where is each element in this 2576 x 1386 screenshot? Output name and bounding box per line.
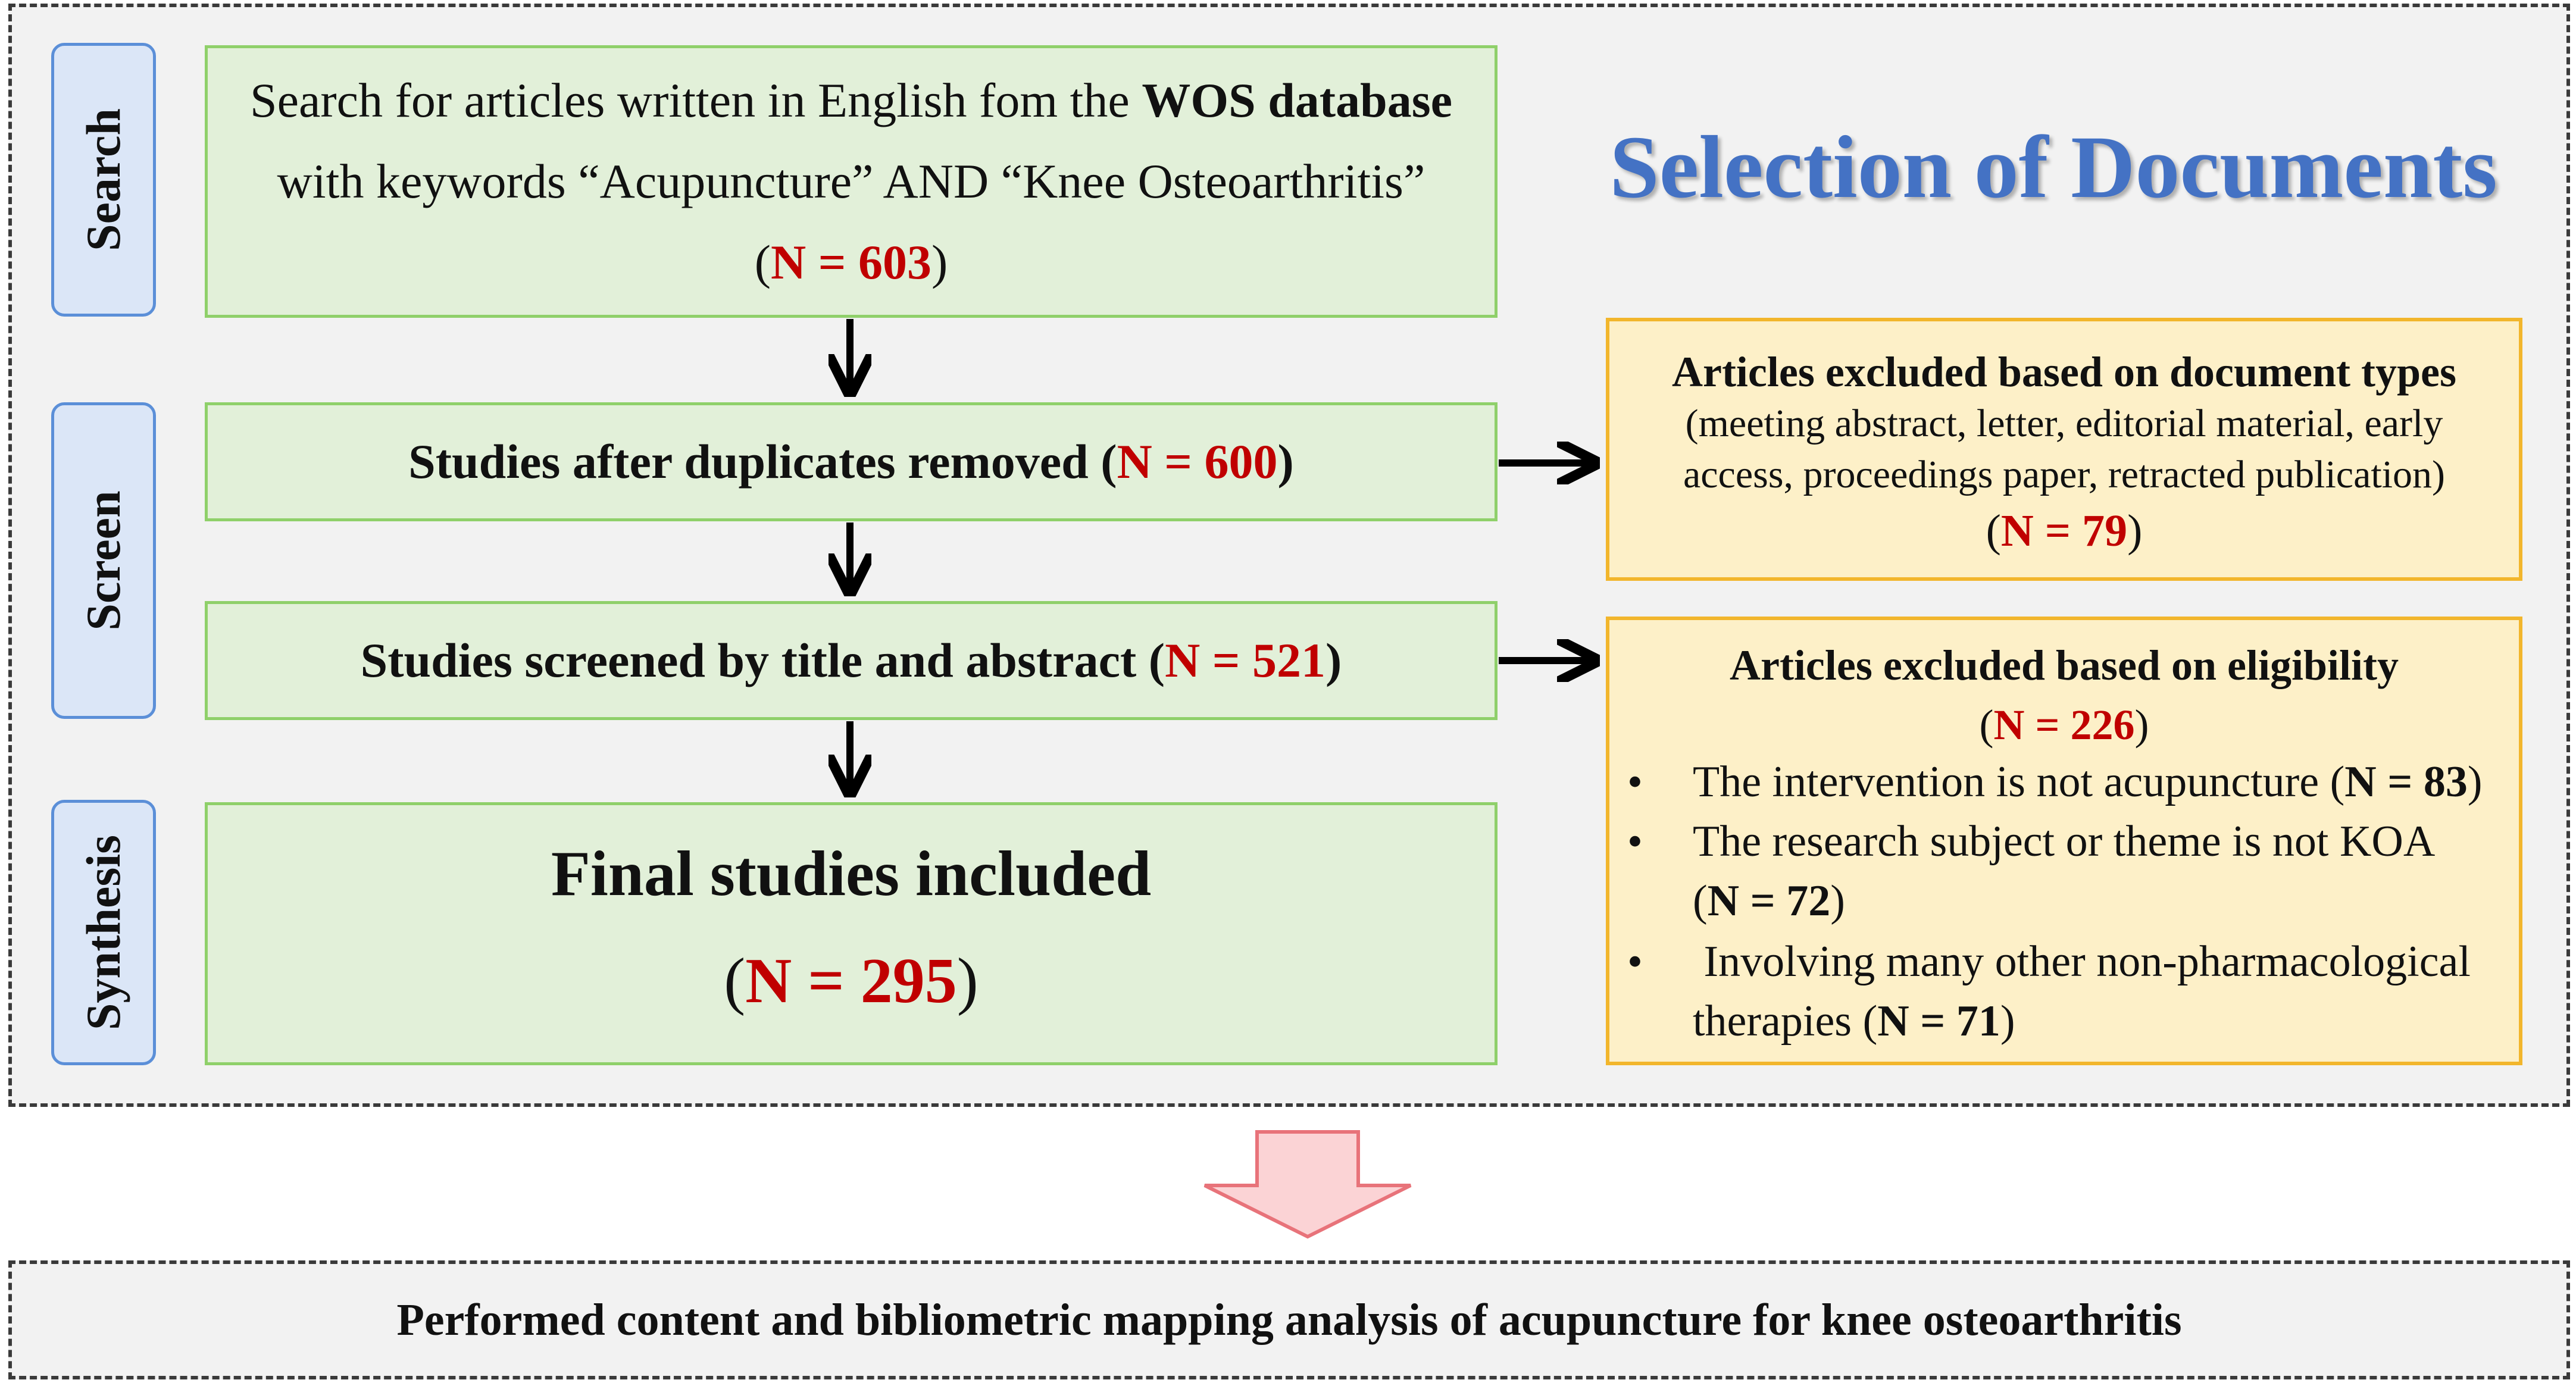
search-line-2: with keywords “Acupuncture” AND “Knee Osteoarthritis” — [277, 154, 1425, 208]
search-count: N = 603 — [771, 235, 931, 289]
paren-close: ) — [956, 946, 978, 1016]
exclusion-types-heading: Articles excluded based on document types — [1672, 348, 2456, 396]
eligibility-item-3-text: therapies ( — [1693, 997, 1878, 1046]
exclusion-types-count: N = 79 — [2000, 506, 2128, 556]
paren-open: ( — [754, 235, 771, 289]
screened-count: N = 521 — [1165, 633, 1326, 687]
bullet-1: • — [1627, 758, 1643, 806]
analysis-box — [8, 1260, 2570, 1379]
paren-close: ) — [1277, 434, 1294, 489]
eligibility-item-1-text: The intervention is not acupuncture ( — [1693, 758, 2345, 806]
bullet-2: • — [1627, 817, 1643, 866]
stage-synthesis-label: Synthesis — [76, 834, 130, 1031]
search-line-1-text: Search for articles written in English fom the — [249, 73, 1142, 127]
paren-close: ) — [2000, 997, 2015, 1046]
eligibility-item-1-count: N = 83 — [2344, 758, 2468, 806]
bullet-3: • — [1627, 937, 1643, 986]
down-arrow-icon — [1205, 1132, 1411, 1237]
exclusion-types-detail-1: (meeting abstract, letter, editorial material, early — [1685, 402, 2443, 445]
exclusion-types-detail-2: access, proceedings paper, retracted publication) — [1683, 453, 2446, 496]
diagram-title: Selection of Documents — [1609, 118, 2497, 217]
eligibility-item-2-line-1: The research subject or theme is not KOA — [1693, 817, 2436, 866]
paren-close: ) — [2467, 758, 2483, 806]
final-count: N = 295 — [745, 946, 957, 1016]
search-database: WOS database — [1142, 73, 1453, 127]
paren-close: ) — [1830, 877, 1845, 925]
eligibility-item-2-count: N = 72 — [1707, 877, 1831, 925]
paren-open: ( — [1693, 877, 1708, 925]
paren-close: ) — [2127, 506, 2143, 556]
eligibility-item-3-count: N = 71 — [1877, 997, 2000, 1046]
stage-screen-label: Screen — [76, 490, 130, 631]
paren-close: ) — [931, 235, 948, 289]
analysis-text: Performed content and bibliometric mapping analysis of acupuncture for knee osteoarthritis — [396, 1294, 2182, 1345]
exclusion-eligibility-heading: Articles excluded based on eligibility — [1730, 642, 2399, 689]
paren-open: ( — [724, 946, 746, 1016]
exclusion-eligibility-count: N = 226 — [1993, 701, 2135, 749]
paren-close: ) — [2134, 701, 2149, 749]
final-label: Final studies included — [551, 839, 1152, 909]
screened-label: Studies screened by title and abstract ( — [360, 633, 1165, 687]
duplicates-label: Studies after duplicates removed ( — [408, 434, 1117, 489]
duplicates-count: N = 600 — [1117, 434, 1278, 489]
eligibility-item-3-line-1: Involving many other non-pharmacological — [1693, 937, 2471, 986]
paren-close: ) — [1325, 633, 1342, 687]
paren-open: ( — [1979, 701, 1994, 749]
paren-open: ( — [1986, 506, 2001, 556]
stage-search-label: Search — [76, 108, 130, 251]
